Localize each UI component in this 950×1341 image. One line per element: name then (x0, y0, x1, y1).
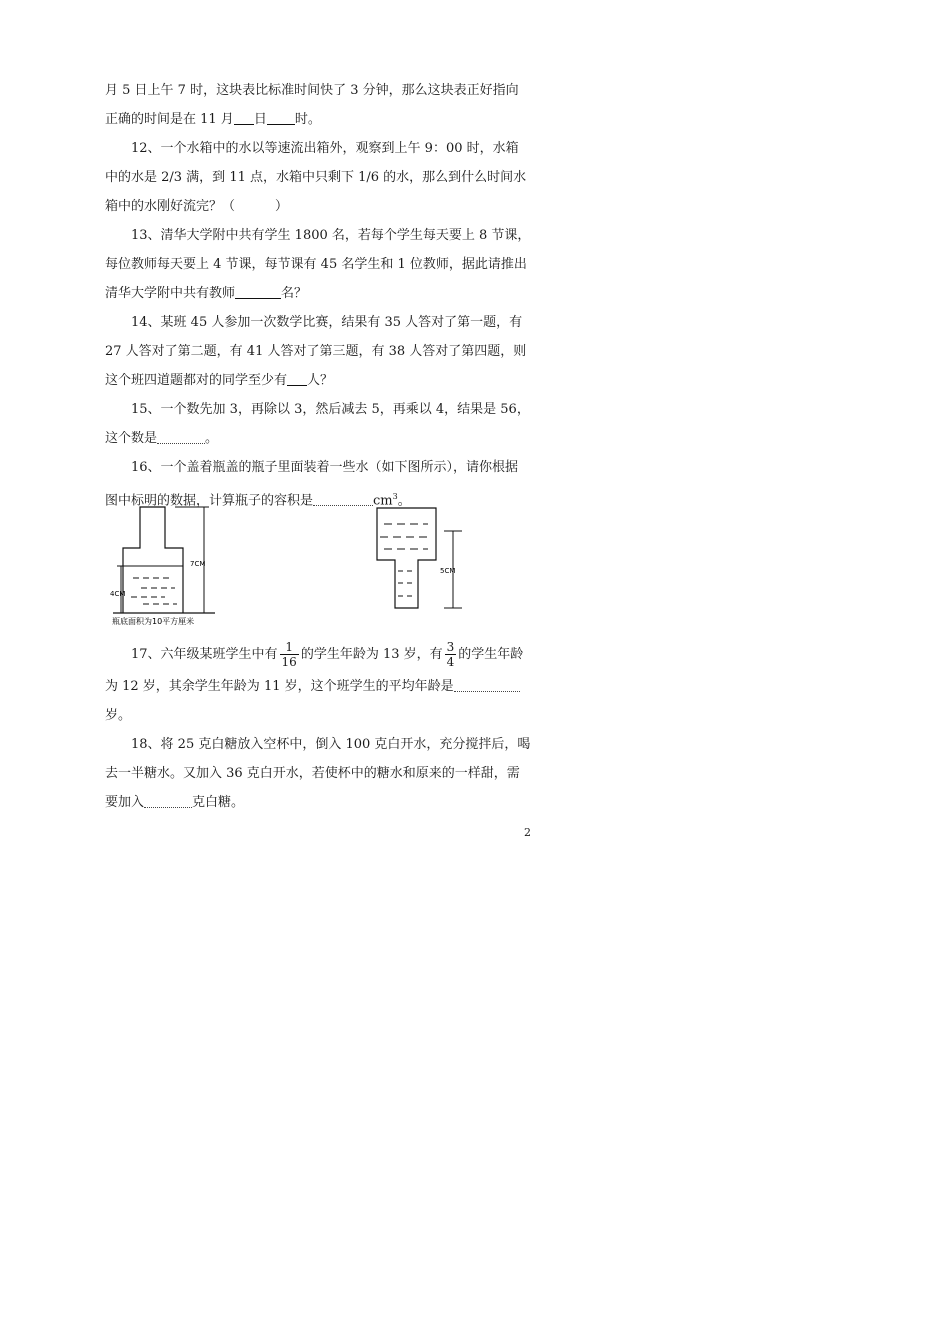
q17-line3: 岁。 (105, 708, 132, 723)
q18-line3 (105, 788, 535, 817)
q12-line3 (105, 192, 535, 221)
q18-text-a: 要加入 (105, 795, 145, 810)
q18-line2: 去一半糖水。又加入 36 克白开水，若使杯中的糖水和原来的一样甜，需 (105, 766, 520, 781)
fraction-one-sixteenth: $\frac{1}{16}$ (281, 640, 297, 669)
q14-line3 (105, 366, 535, 395)
q17-blank[interactable] (454, 678, 520, 692)
q16-text-c: 。 (397, 493, 411, 509)
q18-blank[interactable] (144, 794, 192, 808)
q18-text-b: 克白糖。 (192, 795, 245, 810)
q13-line1: 13、清华大学附中共有学生 1800 名，若每个学生每天要上 8 节课， (131, 228, 531, 243)
q13-line2: 每位教师每天要上 4 节课，每节课有 45 名学生和 1 位教师，据此请推出 (105, 257, 527, 272)
q13-text-a: 清华大学附中共有教师 (105, 286, 236, 301)
q13-line3 (105, 279, 535, 308)
height-label: 5CM (440, 567, 456, 575)
q16-blank[interactable] (313, 492, 373, 506)
q16-unit: cm (373, 493, 393, 509)
q17-line2 (105, 672, 535, 701)
page-number: 2 (524, 826, 531, 839)
q14-blank[interactable] (287, 371, 307, 386)
q16-line1: 16、一个盖着瓶盖的瓶子里面装着一些水（如下图所示），请你根据 (131, 460, 519, 475)
q15-blank[interactable] (157, 430, 205, 444)
q13-blank[interactable] (235, 284, 281, 299)
q11-blank-day[interactable] (234, 110, 254, 125)
q14-text-a: 这个班四道题都对的同学至少有 (105, 373, 288, 388)
height-label: 7CM (190, 560, 206, 568)
q14-text-b: 人？ (307, 373, 334, 388)
q12-line1: 12、一个水箱中的水以等速流出箱外，观察到上午 9：00 时，水箱 (131, 141, 519, 156)
q17-text-c: 的学生年龄 (458, 647, 524, 662)
q11-text-a: 正确的时间是在 11 月 (105, 112, 234, 127)
q15-line1: 15、一个数先加 3，再除以 3，然后减去 5，再乘以 4，结果是 56， (131, 402, 530, 417)
q17-text-d: 为 12 岁，其余学生年龄为 11 岁，这个班学生的平均年龄是 (105, 679, 454, 694)
q16-unit-exp: 3 (392, 492, 398, 501)
q11-text-b: 日 (253, 112, 267, 127)
bottle-inverted-outline (377, 508, 436, 608)
document-body (105, 76, 535, 511)
q18-line1: 18、将 25 克白糖放入空杯中，倒入 100 克白开水，充分搅拌后，喝 (131, 737, 531, 752)
q16-text-a: 图中标明的数据，计算瓶子的容积是 (105, 493, 314, 509)
q12-text-b: ） (275, 199, 289, 214)
q15-text-b: 。 (205, 431, 219, 446)
q12-line2: 中的水是 2/3 满，到 11 点，水箱中只剩下 1/6 的水，那么到什么时间水 (105, 170, 527, 185)
water-level-label: 4CM (110, 590, 126, 598)
q11-blank-hour[interactable] (267, 110, 295, 125)
q11-line1: 月 5 日上午 7 时，这块表比标准时间快了 3 分钟，那么这块表正好指向 (105, 83, 519, 98)
q17-text-a: 17、六年级某班学生中有 (131, 647, 278, 662)
q12-text-a: 箱中的水刚好流完？（ (105, 199, 236, 214)
q17-text-b: 的学生年龄为 13 岁，有 (300, 647, 443, 662)
q13-text-b: 名？ (281, 286, 308, 301)
q17-line1 (105, 638, 535, 672)
bottle-inverted-figure (370, 505, 470, 615)
q14-line2: 27 人答对了第二题，有 41 人答对了第三题，有 38 人答对了第四题，则 (105, 344, 527, 359)
fraction-three-quarters: $\frac{3}{4}$ (446, 640, 455, 669)
bottle-upright-figure (105, 500, 230, 628)
q15-text-a: 这个数是 (105, 431, 158, 446)
figure-caption: 瓶底面积为10平方厘米 (112, 617, 195, 626)
q15-line2 (105, 424, 535, 453)
q11-text-c: 时。 (294, 112, 321, 127)
q11-line2 (105, 105, 535, 134)
q14-line1: 14、某班 45 人参加一次数学比赛，结果有 35 人答对了第一题，有 (131, 315, 523, 330)
document-body-lower (105, 638, 535, 817)
